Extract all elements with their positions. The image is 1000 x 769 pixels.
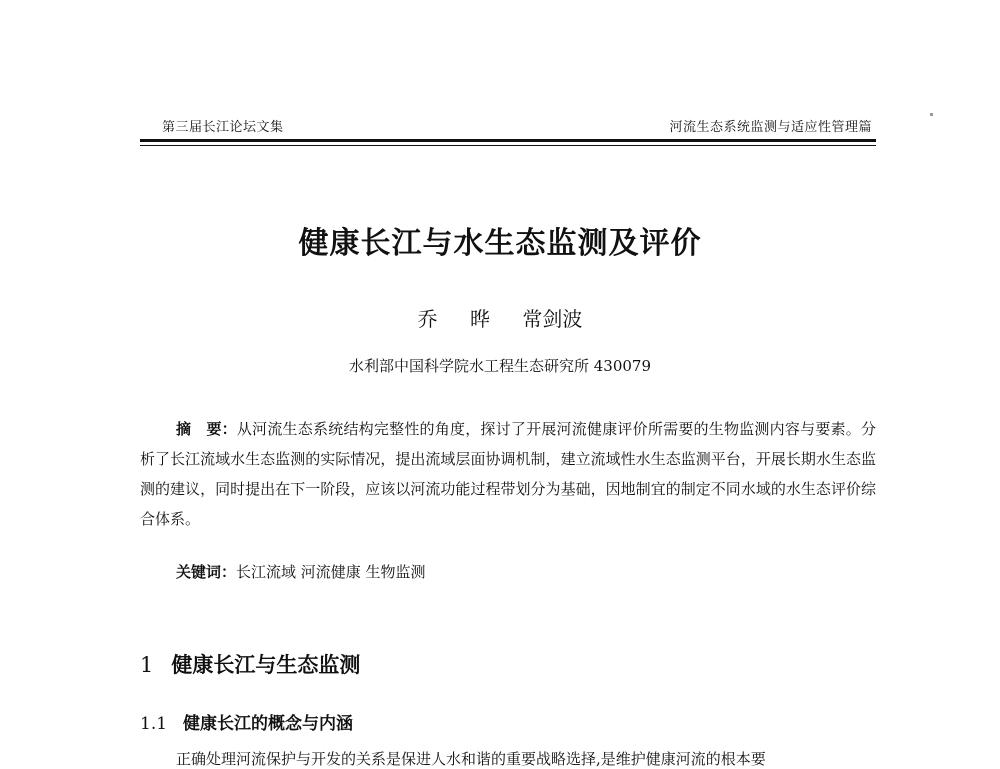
scan-speck xyxy=(930,113,933,116)
author-name: 乔 xyxy=(417,307,438,331)
running-header-left: 第三届长江论坛文集 xyxy=(162,120,284,135)
author-name: 常剑波 xyxy=(522,307,583,331)
section-title: 健康长江与生态监测 xyxy=(171,652,361,677)
paper-title: 健康长江与水生态监测及评价 xyxy=(298,226,702,261)
header-rule-thick xyxy=(140,139,876,142)
author-name: 晔 xyxy=(470,307,490,331)
abstract xyxy=(140,414,876,534)
running-header-right: 河流生态系统监测与适应性管理篇 xyxy=(669,120,872,135)
section-heading xyxy=(140,649,360,679)
abstract-text: 从河流生态系统结构完整性的角度，探讨了开展河流健康评价所需要的生物监测内容与要素。分析了长江流域水生态监测的实际情况，提出流域层面协调机制，建立流域性水生态监测平台，开展长期水生态监测的建议，同时提出在下一阶段，应该以河流功能过程带划分为基础，因地制宜的制定不同水域的水生态评价综合体系。 xyxy=(140,420,876,528)
section-number: 1 xyxy=(140,653,154,677)
header-rule-thin xyxy=(140,145,876,146)
affiliation: 水利部中国科学院水工程生态研究所 430079 xyxy=(348,357,652,375)
keywords-label: 关键词： xyxy=(176,563,237,581)
keywords-text: 长江流域 河流健康 生物监测 xyxy=(236,563,426,581)
keywords xyxy=(176,561,426,582)
abstract-label: 摘 要： xyxy=(176,420,237,438)
subsection-number: 1.1 xyxy=(140,714,168,734)
subsection-heading xyxy=(140,709,353,734)
author-list xyxy=(0,303,1000,332)
subsection-title: 健康长江的概念与内涵 xyxy=(183,714,354,734)
body-text-partial: 正确处理河流保护与开发的关系是保进人水和谐的重要战略选择,是维护健康河流的根本要 xyxy=(176,750,766,768)
